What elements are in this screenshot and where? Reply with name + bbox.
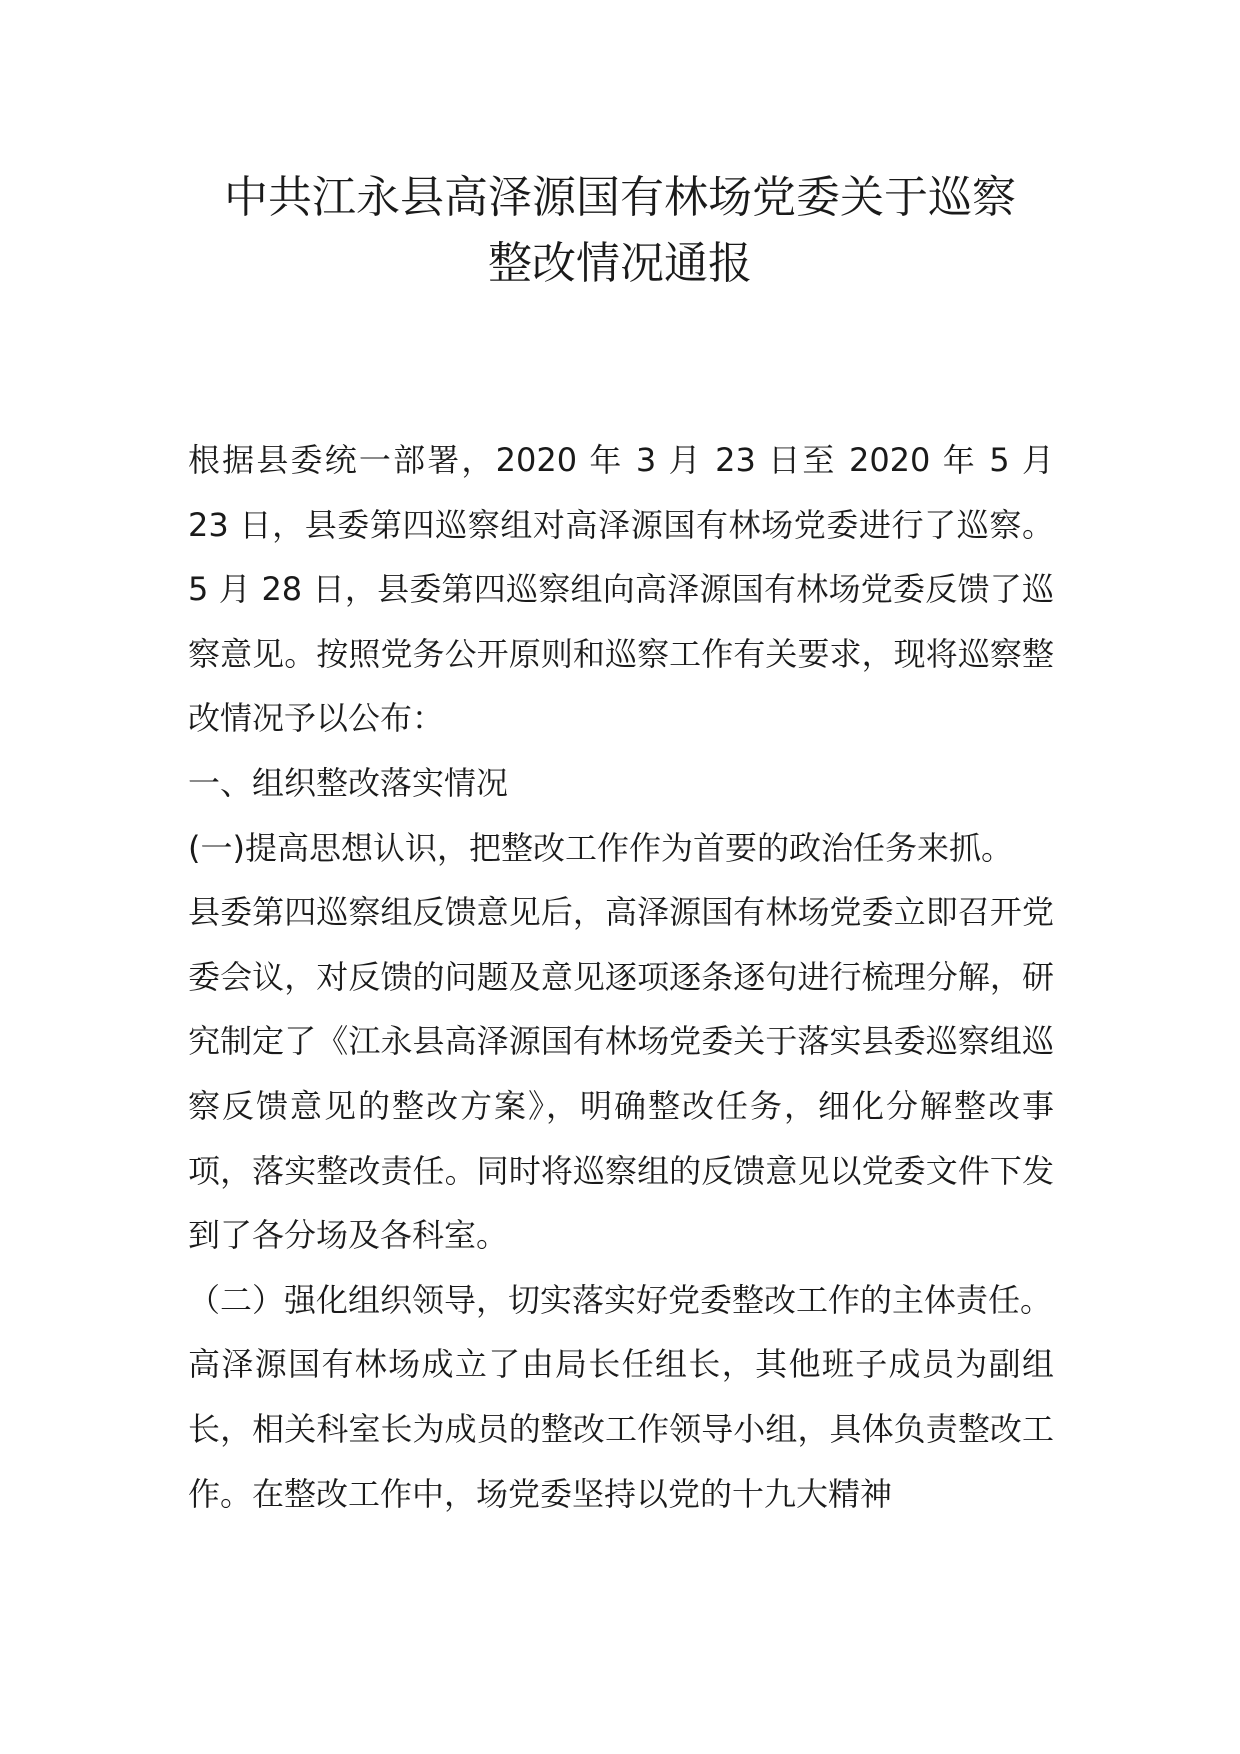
paragraph-intro: 根据县委统一部署，2020 年 3 月 23 日至 2020 年 5 月 23 日，县委第四巡察组对高泽源国有林场党委进行了巡察。5 月 28 日，县委第四巡察组向高泽源国有林场党委反馈了巡察意见。按照党务公开原则和巡察工作有关要求，现将巡察整改情况予以公布： <box>188 441 1054 738</box>
section-heading-1: 一、组织整改落实情况 <box>188 763 509 802</box>
paragraph-subsection-2: 高泽源国有林场成立了由局长任组长，其他班子成员为副组长，相关科室长为成员的整改工作领导小组，具体负责整改工作。在整改工作中，场党委坚持以党的十九大精神 <box>188 1345 1054 1513</box>
document-body <box>188 428 1054 1526</box>
document-title <box>150 165 1090 297</box>
subsection-heading-1: (一)提高思想认识，把整改工作作为首要的政治任务来抓。 <box>188 828 1013 867</box>
title-line-2: 整改情况通报 <box>488 238 752 289</box>
title-line-1: 中共江永县高泽源国有林场党委关于巡察 <box>224 172 1016 223</box>
subsection-heading-2: （二）强化组织领导，切实落实好党委整改工作的主体责任。 <box>188 1280 1053 1319</box>
paragraph-subsection-1: 县委第四巡察组反馈意见后，高泽源国有林场党委立即召开党委会议，对反馈的问题及意见逐项逐条逐句进行梳理分解，研究制定了《江永县高泽源国有林场党委关于落实县委巡察组巡察反馈意见的整改方案》，明确整改任务，细化分解整改事项，落实整改责任。同时将巡察组的反馈意见以党委文件下发到了各分场及各科室。 <box>188 893 1054 1255</box>
